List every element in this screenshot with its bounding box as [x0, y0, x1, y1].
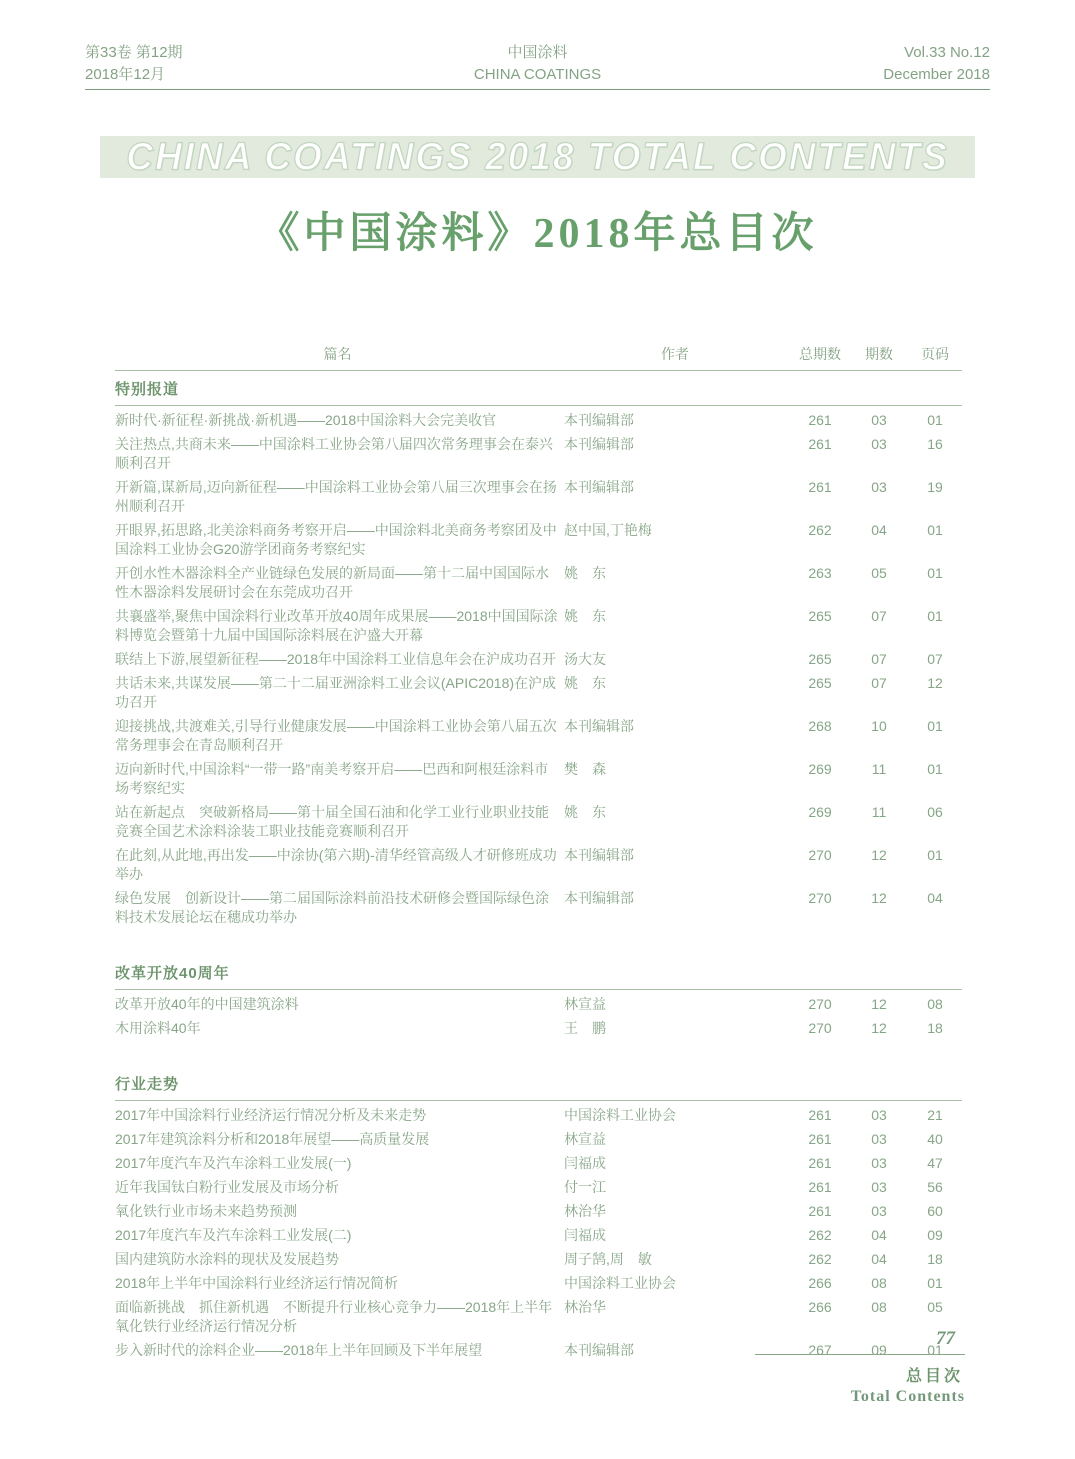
section-divider [115, 989, 962, 990]
date-en: December 2018 [883, 66, 990, 83]
page-number: 60 [927, 1203, 943, 1219]
article-title: 步入新时代的涂料企业——2018年上半年回顾及下半年展望 [115, 1342, 483, 1358]
issue-number: 03 [871, 1155, 887, 1171]
table-row [115, 995, 962, 1014]
article-title: 新时代·新征程·新挑战·新机遇——2018中国涂料大会完美收官 [115, 412, 497, 428]
cumulative-issue-number: 261 [808, 1179, 832, 1195]
article-author: 姚 东 [564, 675, 606, 691]
cumulative-issue-number: 265 [808, 608, 832, 624]
article-author: 本刊编辑部 [564, 847, 634, 863]
issue-number: 03 [871, 1131, 887, 1147]
table-row [115, 760, 962, 798]
article-author: 本刊编辑部 [564, 890, 634, 906]
issue-number: 09 [871, 1342, 887, 1358]
cumulative-issue-number: 261 [808, 479, 832, 495]
page-number: 05 [927, 1299, 943, 1315]
article-title: 绿色发展 创新设计——第二届国际涂料前沿技术研修会暨国际绿色涂料技术发展论坛在穗成功举办 [115, 890, 549, 925]
table-row [115, 411, 962, 430]
table-row [115, 1106, 962, 1125]
cumulative-issue-number: 270 [808, 996, 832, 1012]
issue-number: 03 [871, 1203, 887, 1219]
article-title: 近年我国钛白粉行业发展及市场分析 [115, 1179, 339, 1195]
article-title: 国内建筑防水涂料的现状及发展趋势 [115, 1251, 339, 1267]
article-author: 闫福成 [564, 1227, 606, 1243]
page-number: 56 [927, 1179, 943, 1195]
column-header-title: 篇名 [323, 346, 352, 362]
contents-table [115, 344, 962, 1360]
issue-number: 04 [871, 522, 887, 538]
table-row [115, 889, 962, 927]
footer-label-cn: 总目次 [905, 1368, 963, 1385]
table-row [115, 1019, 962, 1038]
cumulative-issue-number: 265 [808, 675, 832, 691]
article-author: 王 鹏 [564, 1020, 606, 1036]
article-author: 中国涂料工业协会 [564, 1275, 676, 1291]
article-author: 林宣益 [564, 1131, 606, 1147]
page-number: 01 [927, 1342, 943, 1358]
table-section [115, 955, 962, 1038]
article-author: 姚 东 [564, 565, 606, 581]
page-number: 16 [927, 436, 943, 452]
table-row [115, 521, 962, 559]
date-cn: 2018年12月 [85, 66, 166, 83]
article-author: 本刊编辑部 [564, 479, 634, 495]
article-title: 2017年度汽车及汽车涂料工业发展(二) [115, 1227, 352, 1243]
article-author: 本刊编辑部 [564, 436, 634, 452]
cumulative-issue-number: 263 [808, 565, 832, 581]
article-author: 本刊编辑部 [564, 412, 634, 428]
article-title: 改革开放40年的中国建筑涂料 [115, 996, 299, 1012]
issue-number: 12 [871, 847, 887, 863]
table-row [115, 1274, 962, 1293]
issue-number: 03 [871, 436, 887, 452]
issue-number: 08 [871, 1275, 887, 1291]
article-title: 共话未来,共谋发展——第二十二届亚洲涂料工业会议(APIC2018)在沪成功召开 [115, 675, 557, 710]
journal-name-en: CHINA COATINGS [473, 66, 602, 83]
cumulative-issue-number: 261 [808, 1203, 832, 1219]
page-number: 01 [927, 412, 943, 428]
article-title: 站在新起点 突破新格局——第十届全国石油和化学工业行业职业技能竞赛全国艺术涂料涂装工职业技能竞赛顺利召开 [115, 804, 549, 839]
issue-number: 03 [871, 1107, 887, 1123]
article-title: 关注热点,共商未来——中国涂料工业协会第八届四次常务理事会在泰兴顺利召开 [115, 436, 553, 471]
page-number: 19 [927, 479, 943, 495]
issue-number: 05 [871, 565, 887, 581]
issue-number: 08 [871, 1299, 887, 1315]
table-row [115, 435, 962, 473]
cumulative-issue-number: 269 [808, 761, 832, 777]
page-header [85, 0, 990, 86]
issue-number: 03 [871, 1179, 887, 1195]
table-row [115, 717, 962, 755]
cumulative-issue-number: 261 [808, 436, 832, 452]
page-number: 40 [927, 1131, 943, 1147]
article-author: 中国涂料工业协会 [564, 1107, 676, 1123]
table-row [115, 1178, 962, 1197]
section-rows [115, 411, 962, 927]
article-author: 本刊编辑部 [564, 718, 634, 734]
page-number: 01 [927, 565, 943, 581]
page-number: 12 [927, 675, 943, 691]
article-author: 林治华 [564, 1203, 606, 1219]
issue-number: 07 [871, 608, 887, 624]
table-row [115, 607, 962, 645]
journal-name-cn: 中国涂料 [507, 44, 568, 61]
issue-number: 04 [871, 1227, 887, 1243]
article-title: 2017年中国涂料行业经济运行情况分析及未来走势 [115, 1107, 427, 1123]
page-footer [755, 1328, 965, 1406]
cumulative-issue-number: 266 [808, 1299, 832, 1315]
column-header-author: 作者 [661, 346, 689, 362]
page-number: 21 [927, 1107, 943, 1123]
header-left [85, 42, 345, 86]
page-number: 01 [927, 1275, 943, 1291]
table-row [115, 1154, 962, 1173]
issue-number: 11 [871, 804, 887, 820]
issue-number: 03 [871, 412, 887, 428]
footer-label-en: Total Contents [850, 1388, 965, 1405]
issue-number: 10 [871, 718, 887, 734]
article-author: 本刊编辑部 [564, 1342, 634, 1358]
cumulative-issue-number: 266 [808, 1275, 832, 1291]
contents-banner [100, 136, 975, 178]
section-divider [115, 405, 962, 406]
article-title: 联结上下游,展望新征程——2018年中国涂料工业信息年会在沪成功召开 [115, 651, 557, 667]
issue-number: 12 [871, 890, 887, 906]
table-row [115, 650, 962, 669]
issue-number: 03 [871, 479, 887, 495]
article-title: 木用涂料40年 [115, 1020, 201, 1036]
page-number: 01 [927, 761, 943, 777]
article-author: 赵中国,丁艳梅 [564, 522, 652, 538]
article-author: 付一江 [564, 1179, 606, 1195]
issue-number: 12 [871, 996, 887, 1012]
section-title: 特别报道 [115, 381, 180, 398]
issue-number: 07 [871, 675, 887, 691]
table-row [115, 846, 962, 884]
table-row [115, 564, 962, 602]
article-title: 开创水性木器涂料全产业链绿色发展的新局面——第十二届中国国际水性木器涂料发展研讨会在东莞成功召开 [115, 565, 549, 600]
table-row [115, 1250, 962, 1269]
article-title: 开眼界,拓思路,北美涂料商务考察开启——中国涂料北美商务考察团及中国涂料工业协会G20游学团商务考察纪实 [115, 522, 557, 557]
article-author: 周子鹄,周 敏 [564, 1251, 652, 1267]
cumulative-issue-number: 270 [808, 890, 832, 906]
article-title: 在此刻,从此地,再出发——中涂协(第六期)-清华经管高级人才研修班成功举办 [115, 847, 557, 882]
table-header-row [115, 344, 962, 370]
article-author: 姚 东 [564, 608, 606, 624]
table-section [115, 1066, 962, 1360]
table-sections [115, 371, 962, 1360]
header-right [730, 42, 990, 86]
issue-number: 07 [871, 651, 887, 667]
article-title: 共襄盛举,聚焦中国涂料行业改革开放40周年成果展——2018中国国际涂料博览会暨第十九届中国国际涂料展在沪盛大开幕 [115, 608, 558, 643]
page-number: 04 [927, 890, 943, 906]
article-title: 迎接挑战,共渡难关,引导行业健康发展——中国涂料工业协会第八届五次常务理事会在青岛顺利召开 [115, 718, 557, 753]
page-number: 01 [927, 608, 943, 624]
article-title: 2017年建筑涂料分析和2018年展望——高质量发展 [115, 1131, 430, 1147]
cumulative-issue-number: 270 [808, 1020, 832, 1036]
cumulative-issue-number: 262 [808, 1251, 832, 1267]
table-row [115, 1202, 962, 1221]
cumulative-issue-number: 262 [808, 522, 832, 538]
folio-page-number: 77 [936, 1328, 955, 1349]
table-row [115, 674, 962, 712]
article-author: 汤大友 [564, 651, 606, 667]
section-title: 改革开放40周年 [115, 965, 230, 982]
article-title: 面临新挑战 抓住新机遇 不断提升行业核心竞争力——2018年上半年氧化铁行业经济运行情况分析 [115, 1299, 553, 1334]
table-row [115, 478, 962, 516]
table-row [115, 1226, 962, 1245]
page-number: 18 [927, 1251, 943, 1267]
cumulative-issue-number: 261 [808, 1155, 832, 1171]
banner-text: CHINA COATINGS 2018 TOTAL CONTENTS [126, 136, 949, 178]
page-number: 18 [927, 1020, 943, 1036]
volume-issue-en: Vol.33 No.12 [904, 44, 990, 61]
article-title: 2017年度汽车及汽车涂料工业发展(一) [115, 1155, 352, 1171]
section-rows [115, 995, 962, 1038]
header-center [345, 42, 730, 86]
page-number: 47 [927, 1155, 943, 1171]
cumulative-issue-number: 261 [808, 412, 832, 428]
section-divider [115, 1100, 962, 1101]
page-number: 07 [927, 651, 943, 667]
table-row [115, 803, 962, 841]
issue-number: 12 [871, 1020, 887, 1036]
article-author: 林治华 [564, 1299, 606, 1315]
page-number: 01 [927, 847, 943, 863]
issue-number: 04 [871, 1251, 887, 1267]
cumulative-issue-number: 265 [808, 651, 832, 667]
column-header-issue: 期数 [865, 346, 893, 362]
cumulative-issue-number: 267 [808, 1342, 832, 1358]
issue-number: 11 [871, 761, 887, 777]
page-number: 01 [927, 718, 943, 734]
section-rows [115, 1106, 962, 1360]
page-number: 08 [927, 996, 943, 1012]
article-author: 林宣益 [564, 996, 606, 1012]
cumulative-issue-number: 262 [808, 1227, 832, 1243]
page-title: 《中国涂料》2018年总目次 [257, 211, 818, 257]
article-author: 闫福成 [564, 1155, 606, 1171]
section-title: 行业走势 [115, 1076, 180, 1093]
article-title: 开新篇,谋新局,迈向新征程——中国涂料工业协会第八届三次理事会在扬州顺利召开 [115, 479, 557, 514]
article-title: 2018年上半年中国涂料行业经济运行情况简析 [115, 1275, 399, 1291]
cumulative-issue-number: 269 [808, 804, 832, 820]
article-title: 氧化铁行业市场未来趋势预测 [115, 1203, 297, 1219]
cumulative-issue-number: 261 [808, 1131, 832, 1147]
article-author: 姚 东 [564, 804, 606, 820]
page-number: 06 [927, 804, 943, 820]
cumulative-issue-number: 270 [808, 847, 832, 863]
cumulative-issue-number: 261 [808, 1107, 832, 1123]
table-section [115, 371, 962, 927]
article-author: 樊 森 [564, 761, 606, 777]
column-header-page: 页码 [921, 346, 949, 362]
article-title: 迈向新时代,中国涂料“一带一路”南美考察开启——巴西和阿根廷涂料市场考察纪实 [115, 761, 549, 796]
header-divider [85, 89, 990, 90]
page-number: 09 [927, 1227, 943, 1243]
cumulative-issue-number: 268 [808, 718, 832, 734]
table-row [115, 1130, 962, 1149]
column-header-cumulative-issue: 总期数 [799, 346, 841, 362]
page-number: 01 [927, 522, 943, 538]
volume-issue-cn: 第33卷 第12期 [85, 44, 183, 61]
